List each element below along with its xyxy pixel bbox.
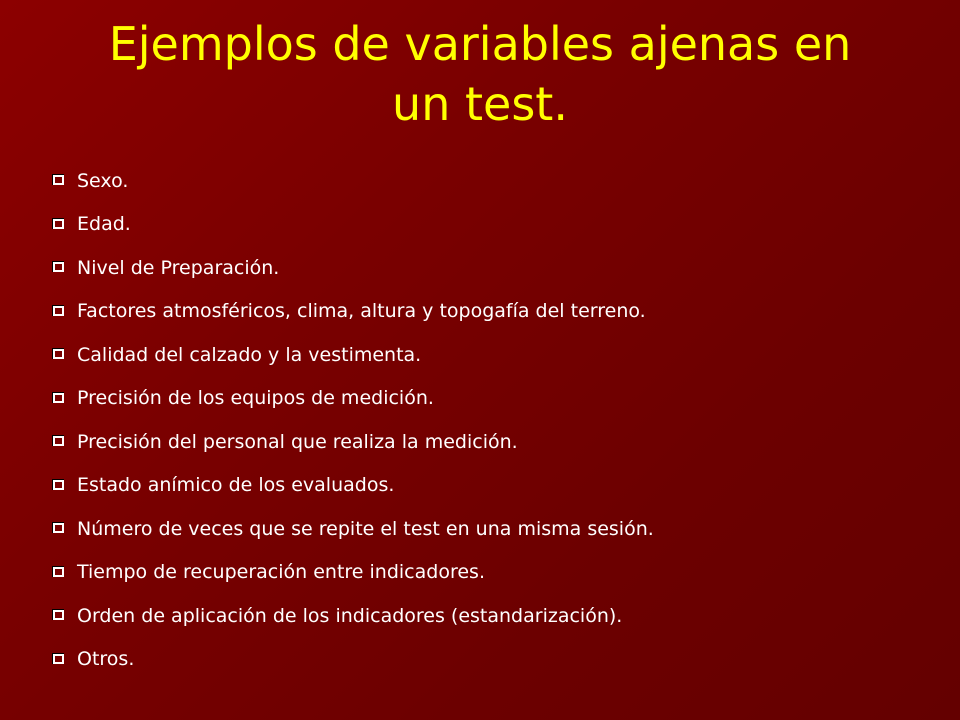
list-item bbox=[52, 507, 654, 551]
list-item bbox=[52, 638, 654, 682]
checkbox-square-icon bbox=[52, 653, 66, 666]
list-item bbox=[52, 290, 654, 334]
list-item-text: Orden de aplicación de los indicadores (estandarización). bbox=[77, 604, 623, 627]
list-item bbox=[52, 551, 654, 595]
list-item-text: Nivel de Preparación. bbox=[77, 256, 280, 279]
checkbox-square-icon bbox=[52, 609, 66, 622]
list-item bbox=[52, 203, 654, 247]
list-item-text: Edad. bbox=[77, 213, 131, 236]
list-item-text: Estado anímico de los evaluados. bbox=[77, 474, 395, 497]
list-item-text: Número de veces que se repite el test en una misma sesión. bbox=[77, 517, 654, 540]
list-item-text: Precisión de los equipos de medición. bbox=[77, 387, 434, 410]
checkbox-square-icon bbox=[52, 305, 66, 318]
checkbox-square-icon bbox=[52, 479, 66, 492]
bullet-list bbox=[52, 159, 654, 681]
list-item-text: Precisión del personal que realiza la medición. bbox=[77, 430, 518, 453]
list-item bbox=[52, 159, 654, 203]
checkbox-square-icon bbox=[52, 261, 66, 274]
list-item-text: Calidad del calzado y la vestimenta. bbox=[77, 343, 422, 366]
checkbox-square-icon bbox=[52, 174, 66, 187]
list-item bbox=[52, 377, 654, 421]
list-item-text: Sexo. bbox=[77, 169, 129, 192]
list-item-text: Factores atmosféricos, clima, altura y topogafía del terreno. bbox=[77, 300, 646, 323]
slide-title bbox=[40, 14, 920, 134]
list-item-text: Otros. bbox=[77, 648, 135, 671]
list-item bbox=[52, 594, 654, 638]
slide-title-line-2: un test. bbox=[392, 77, 568, 131]
checkbox-square-icon bbox=[52, 392, 66, 405]
list-item bbox=[52, 464, 654, 508]
checkbox-square-icon bbox=[52, 522, 66, 535]
list-item bbox=[52, 333, 654, 377]
slide-title-line-1: Ejemplos de variables ajenas en bbox=[108, 17, 852, 71]
checkbox-square-icon bbox=[52, 348, 66, 361]
checkbox-square-icon bbox=[52, 435, 66, 448]
list-item-text: Tiempo de recuperación entre indicadores. bbox=[77, 561, 485, 584]
checkbox-square-icon bbox=[52, 566, 66, 579]
list-item bbox=[52, 420, 654, 464]
checkbox-square-icon bbox=[52, 218, 66, 231]
list-item bbox=[52, 246, 654, 290]
